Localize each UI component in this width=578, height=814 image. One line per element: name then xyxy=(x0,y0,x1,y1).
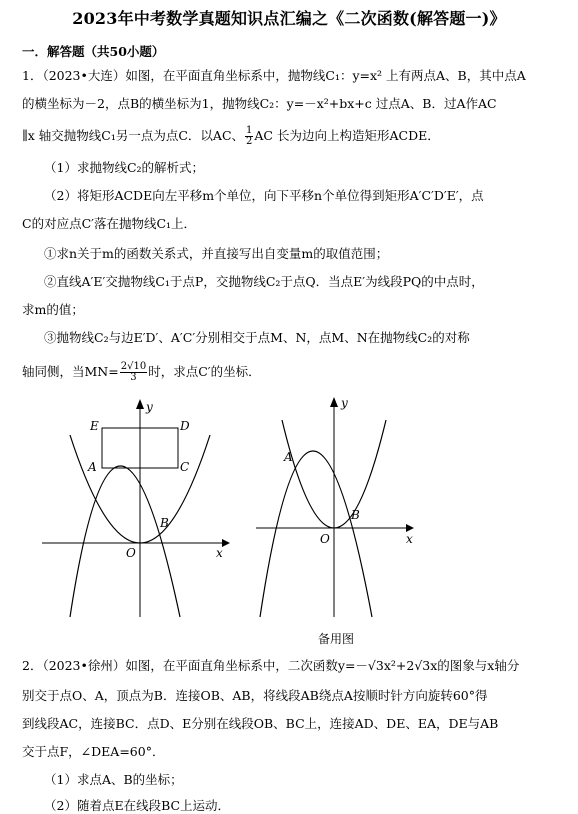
fraction-denominator: 2 xyxy=(246,136,253,147)
fraction-numerator: 2√10 xyxy=(120,361,147,372)
fig1-label-x: x xyxy=(216,546,223,560)
fig1-label-o: O xyxy=(126,546,136,560)
fig1-label-e: E xyxy=(90,419,99,433)
problem-1-line-2: 的横坐标为－2，点B的横坐标为1，抛物线C₂：y=－x²+bx+c 过点A、B．过A作AC xyxy=(22,96,497,111)
problem-2-question-1: （1）求点A、B的坐标； xyxy=(44,772,183,787)
page-title: 2023年中考数学真题知识点汇编之《二次函数(解答题一)》 xyxy=(72,9,506,28)
problem-1-question-2a: （2）将矩形ACDE向左平移m个单位，向下平移n个单位得到矩形A′C′D′E′，点 xyxy=(44,188,484,203)
problem-2-line-2: 别交于点O、A，顶点为B．连接OB、AB，将线段AB绕点A按顺时针方向旋转60°得 xyxy=(22,688,488,703)
fraction-numerator: 1 xyxy=(246,125,253,136)
half-fraction xyxy=(245,126,253,147)
fig1-label-a: A xyxy=(88,460,97,474)
fig1-y-arrow xyxy=(136,399,144,409)
fig2-label-x: x xyxy=(406,532,413,546)
problem-1-sub-1: ①求n关于m的函数关系式，并直接写出自变量m的取值范围； xyxy=(44,246,389,261)
fig1-label-c: C xyxy=(180,460,190,474)
problem-2-question-2: （2）随着点E在线段BC上运动． xyxy=(44,798,231,813)
problem-1-line-3-a: ∥x 轴交抛物线C₁另一点为点C．以AC、 xyxy=(22,128,245,143)
problem-2-line-1: 2．（2023•徐州）如图，在平面直角坐标系中，二次函数y=－√3x²+2√3x的图象与x轴分 xyxy=(22,658,520,673)
fig2-label-o: O xyxy=(320,532,330,546)
fig2-x-arrow xyxy=(406,524,414,532)
problem-1-sub-3b xyxy=(22,362,557,383)
figure-1 xyxy=(40,395,230,620)
figure-2-caption: 备用图 xyxy=(318,632,355,646)
fig1-label-b: B xyxy=(160,516,169,530)
parabola-c2 xyxy=(70,466,180,617)
fig2-parabola-c2 xyxy=(260,451,372,617)
fig1-label-y: y xyxy=(146,400,153,414)
fig1-x-arrow xyxy=(222,539,230,547)
problem-1-line-1: 1．（2023•大连）如图，在平面直角坐标系中，抛物线C₁：y=x² 上有两点A、B，其中点A xyxy=(22,68,526,83)
problem-1-sub-3b-pre: 轴同侧，当MN= xyxy=(22,364,119,379)
problem-2-line-3: 到线段AC，连接BC．点D、E分别在线段OB、BC上，连接AD、DE、EA，DE与AB xyxy=(22,716,499,731)
problem-1-sub-2b: 求m的值； xyxy=(22,302,84,317)
section-heading: 一．解答题（共50小题） xyxy=(22,44,165,59)
problem-1-sub-2a: ②直线A′E′交抛物线C₁于点P，交抛物线C₂于点Q．当点E′为线段PQ的中点时， xyxy=(44,274,484,289)
figure-2 xyxy=(252,395,422,620)
problem-1-sub-3a: ③抛物线C₂与边E′D′、A′C′分别相交于点M、N，点M、N在抛物线C₂的对称 xyxy=(44,330,470,345)
fraction-denominator: 3 xyxy=(130,372,137,383)
fig2-label-y: y xyxy=(341,396,348,410)
problem-2-line-4: 交于点F，∠DEA=60°． xyxy=(22,744,165,759)
fig2-y-arrow xyxy=(330,397,338,407)
problem-1-question-2b: C的对应点C′落在抛物线C₁上． xyxy=(22,216,197,231)
problem-1-line-3 xyxy=(22,126,557,147)
mn-fraction xyxy=(120,362,147,383)
problem-1-question-1: （1）求抛物线C₂的解析式； xyxy=(44,160,205,175)
fig1-label-d: D xyxy=(180,419,190,433)
fig2-label-b: B xyxy=(351,508,360,522)
problem-1-sub-3b-post: 时，求点C′的坐标． xyxy=(148,364,261,379)
fig2-label-a: A xyxy=(284,450,293,464)
problem-1-line-3-b: AC 长为边向上构造矩形ACDE． xyxy=(254,128,440,143)
